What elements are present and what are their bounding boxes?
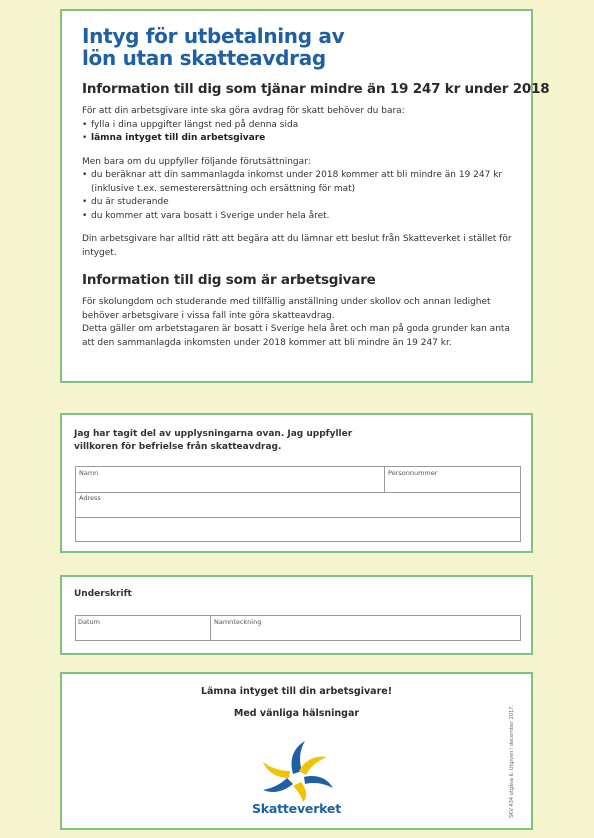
list-item — [82, 132, 512, 146]
consent-panel — [60, 413, 533, 553]
list-item: • fylla i dina uppgifter längst ned på denna sida — [82, 119, 512, 133]
conditions-list — [82, 169, 512, 223]
address-label: Adress — [79, 494, 101, 502]
intro-text: För att din arbetsgivare inte ska göra avdrag för skatt behöver du bara: — [82, 106, 405, 116]
name-field[interactable] — [75, 466, 385, 493]
info-panel — [60, 9, 550, 383]
skatteverket-wordmark: Skatteverket — [251, 801, 341, 816]
address-field-line-2[interactable] — [75, 517, 521, 542]
skatteverket-logo-icon — [259, 738, 335, 802]
steps-list — [82, 119, 512, 146]
title-line-1: Intyg för utbetalning av — [82, 24, 345, 48]
list-item: • du beräknar att din sammanlagda inkomst under 2018 kommer att bli mindre än 19 247 kr (inklusive t.ex. semesterersättning och ersättning för mat) — [82, 169, 512, 196]
name-label: Namn — [79, 469, 99, 477]
employer-text-1: För skolungdom och studerande med tillfällig anställning under skollov och annan ledighet behöver arbetsgivare i vissa fall inte göra skatteavdrag. — [82, 297, 491, 321]
step-emphasis: lämna intyget till din arbetsgivare — [91, 133, 266, 143]
signature-panel — [60, 575, 533, 655]
consent-text: Jag har tagit del av upplysningarna ovan. Jag uppfyller villkoren för befrielse från skatteavdrag. — [74, 429, 353, 452]
list-item: • du är studerande — [82, 196, 512, 210]
signature-title: Underskrift — [74, 589, 132, 599]
title-line-2: lön utan skatteavdrag — [82, 46, 326, 70]
date-label: Datum — [78, 618, 100, 626]
address-field[interactable] — [75, 492, 521, 518]
closing-greeting: Med vänliga hälsningar — [233, 708, 360, 719]
list-item: • du kommer att vara bosatt i Sverige under hela året. — [82, 210, 512, 224]
closing-instruction: Lämna intyget till din arbetsgivare! — [200, 686, 393, 697]
employer-text-2: Detta gäller om arbetstagaren är bosatt i Sverige hela året och man på goda grunder kan anta att den sammanlagda inkomsten under 2018 kommer att bli mindre än 19 247 kr. — [82, 324, 510, 348]
form-title — [82, 25, 512, 69]
employer-right-text: Din arbetsgivare har alltid rätt att begära att du lämnar ett beslut från Skatteverket i stället för intyget. — [82, 234, 512, 258]
employer-heading: Information till dig som är arbetsgivare — [82, 272, 376, 288]
form-code: SKV 434 utgåva 6. Utgiven i december 2017. — [509, 704, 515, 818]
signature-label: Namnteckning — [214, 618, 262, 626]
closing-panel — [60, 672, 533, 830]
employee-heading: Information till dig som tjänar mindre än 19 247 kr under 2018 — [82, 81, 550, 97]
form-code-container — [499, 680, 529, 820]
conditions-intro: Men bara om du uppfyller följande förutsättningar: — [82, 156, 311, 167]
personnummer-label: Personnummer — [388, 469, 438, 477]
